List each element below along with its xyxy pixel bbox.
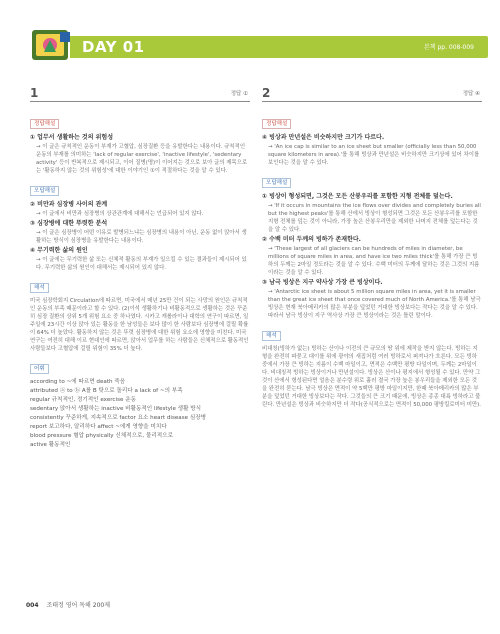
page-title: DAY 01 [82,38,145,56]
item-title: ④ 빙상과 만년설은 비슷하지만 크기가 다르다. [262,134,385,141]
vocab-tag: 어휘 [30,364,49,374]
item-body: → 이 글에는 무기력한 삶 또는 신체적 활동의 부재가 일으킬 수 있는 결과들이 제시되어 있다. 무기력한 삶의 원인이 대해서는 제시되어 있지 않다. [36,257,247,271]
answer-label: 정답 ④ [462,91,480,97]
vocab-line: sedentary 앉아서 생활하는 inactive 비활동적인 lifestyle 생활 방식 [30,406,202,412]
vocab-line: regular 규칙적인, 정기적인 exercise 운동 [30,397,137,403]
page-footer [26,600,110,609]
translation-text: 비대칭(빙하가 없는) 빙하는 산이나 이전의 큰 규모의 땅 위에 제작을 받지 않는다. 빙하는 지형을 완전히 파묻고 대이를 위에 광야의 새집처럼 여러 빙하로서 퍼져나가 흐른다. 모든 빙하 중에서 가장 큰 빙하는 지름이 수백 마일이고, 면적은 수백만 평방 다일이며, 두께는 2마일이다. 비대칭적 빙하는 빙상이거나 만년설이다. 빙상은 산이나 평지에서 형성될 수 있다. 만약 그것이 산에서 형성된다면 얼음은 분수령 위로 흘러 결국 가장 높은 봉우리들을 제외한 모든 것을 완전히 묻는다. 남극 빙상은 면적이 약 5백만 평방 마일이지만, 한때 북아메리카의 많은 부분을 덮었던 거대한 빙상보다는 작다. 그것들의 큰 크기 때문에, 빙상은 종종 대륙 빙하라고 불린다. 만년설은 빙상과 비슷하지만 더 작다(공식적으로는 면적이 50,000 평방킬로미터 미만). [262,346,481,408]
item-body: → 이 글은 규칙적인 운동이 부재가 고혈압, 심장질환 등을 유발한다는 내용이다. 규칙적인 운동의 부재를 의미하는 'lack of regular exercise', 'inactive lifestyle', 'sedentary activity' 등이 반복적으로 제시되고, 이어 질병(명)이 이어지는 것으로 보아 글의 제목으로는 '활동하지 않는 것의 위험성'에 대한 이야기인 ①이 적절하다는 것을 알 수 있다. [36,144,248,174]
item-body: → 이 글은 심장병이 어떤 이유로 발병되느냐는 심장병의 내용이 아닌, 운동 없이 앉아서 생활하는 방식이 심장병을 유발한다는 내용이다. [36,230,247,244]
item-body: → 'If it occurs in mountains the ice flows over divides and completely buries all but the highest peaks'를 통해 산에서 빙상이 형성되면 그것은 모든 산봉우리를 포함한 지형 전체를 덮는 것이 아니라, 가장 높은 산봉우리만을 제외한 나머지 전체를 덮는다는 것을 알 수 있다. [268,203,481,233]
item-title: ① 업무서 생활하는 것의 위험성 [30,134,113,141]
item-title: ③ 심장병에 대한 뚜렷한 분석 [30,220,108,227]
translation-tag: 해석 [262,331,281,341]
translation-tag: 해석 [30,283,49,293]
item-title: ④ 무기력한 삶의 원인 [30,247,88,254]
answer-label: 정답 ① [230,91,248,97]
vocab-list [30,378,250,450]
item-title: ② 수백 미터 두께의 빙하가 존재한다. [262,236,361,243]
wrong-item [262,279,482,320]
wrong-item [30,201,250,218]
correct-item [262,134,482,167]
vocab-line: blood pressure 혈압 physically 신체적으로, 물리적으로 [30,433,173,439]
book-reference: 본책 pp. 008-009 [423,44,474,51]
right-column [262,88,482,411]
vocab-line: report 보고하다, 알리하다 affect ~에게 영향을 미치다 [30,424,167,430]
wrong-item [30,247,250,272]
vocab-line: attributed ⓐ to ⓑ A를 B 탓으로 돌리다 a lack of ~의 부족 [30,388,183,394]
question-number: 1 [30,86,39,100]
vocab-line: active 활동적인 [30,442,71,448]
wrong-explanation-tag: 오답해설 [30,186,59,196]
correct-explanation-tag: 정답해설 [30,119,59,129]
book-title: 조태정 영어 독해 200제 [46,602,110,609]
vocab-line: consistently 꾸준하게, 지속적으로 factor 요소 heart disease 심장병 [30,415,207,421]
left-column [30,88,250,450]
item-title: ③ 남극 빙상은 지구 약사상 가장 큰 빙상이다. [262,279,383,286]
page-header [22,28,486,60]
wrong-item [262,236,482,277]
item-title: ② 비만과 심장병 사이의 관계 [30,201,108,208]
item-body: → 'Antarctic ice sheet is about 5 million square miles in area, yet it is smaller than the great ice sheet that once covered much of North America.'를 통해 남극 빙상은 현재 북아메리카의 많은 부분을 덮었던 거대한 빙상보다는 작다는 것을 알 수 있다. 따라서 남극 빙상이 지구 역사상 가장 큰 빙상이라는 것은 틀린 말이다. [268,289,481,319]
item-title: ① 빙상이 형성되면, 그것은 모든 산봉우리를 포함한 지형 전체를 덮는다. [262,193,453,200]
translation-text: 미국 심장학회지 Circulation에 따르면, 미국에서 매년 25만 건이 되는 사망의 원인은 규칙적인 운동의 부족 때문이라고 할 수 있다. (2)이석 생활하기나 비활동적으로 생활하는 것은 꾸준히 심장 질환의 상위 5개 위험 요소 중 하나였다. 시카고 캐롤라이나 대학의 연구이 따르면, 일주일에 23시간 이상 앉아 있는 활동을 한 남성들은 보다 많이 한 사람보다 심장병에 걸릴 확률이 64% 더 높았다. 활동하지 않는 것은 뚜렷 심장병에 대한 위험 요소에 영향을 미친다. 미국 연구는 여전히 대해 이르 현대인에 따르면, 앉아서 업무를 하는 사람들은 신체적으로 활동적인 사람들보다 고혈압에 걸릴 위험이 35% 더 높다. [30,298,249,352]
question-header [262,88,482,102]
correct-explanation-tag: 정답해설 [262,119,291,129]
vocab-line: according to ~에 따르면 death 죽음 [30,379,126,385]
question-header [30,88,250,102]
item-body: → 'These largest of all glaciers can be hundreds of miles in diameter, be millions of square miles in area, and have ice two miles thick'를 통해 가장 큰 빙하의 두께는 2마일 정도라는 것을 알 수 있다. 수백 미터의 두께에 달하는 것은 그것의 지름이라는 것을 알 수 있다. [268,246,480,276]
item-body: → 이 글에서 비만과 심장병의 상관관계에 대해서는 언급되어 있지 않다. [36,211,204,217]
correct-item [30,134,250,175]
day-logo-icon [30,28,74,62]
page-number: 004 [26,602,39,609]
item-body: → 'An ice cap is similar to an ice sheet but smaller (officially less than 50,000 square kilometers in area).'를 통해 빙상과 만년설은 비슷하지만 크기상에 있어 차이를 보인다는 것을 알 수 있다. [268,144,480,166]
wrong-item [30,220,250,245]
wrong-item [262,193,482,234]
wrong-explanation-tag: 오답해설 [262,178,291,188]
question-number: 2 [262,86,271,100]
